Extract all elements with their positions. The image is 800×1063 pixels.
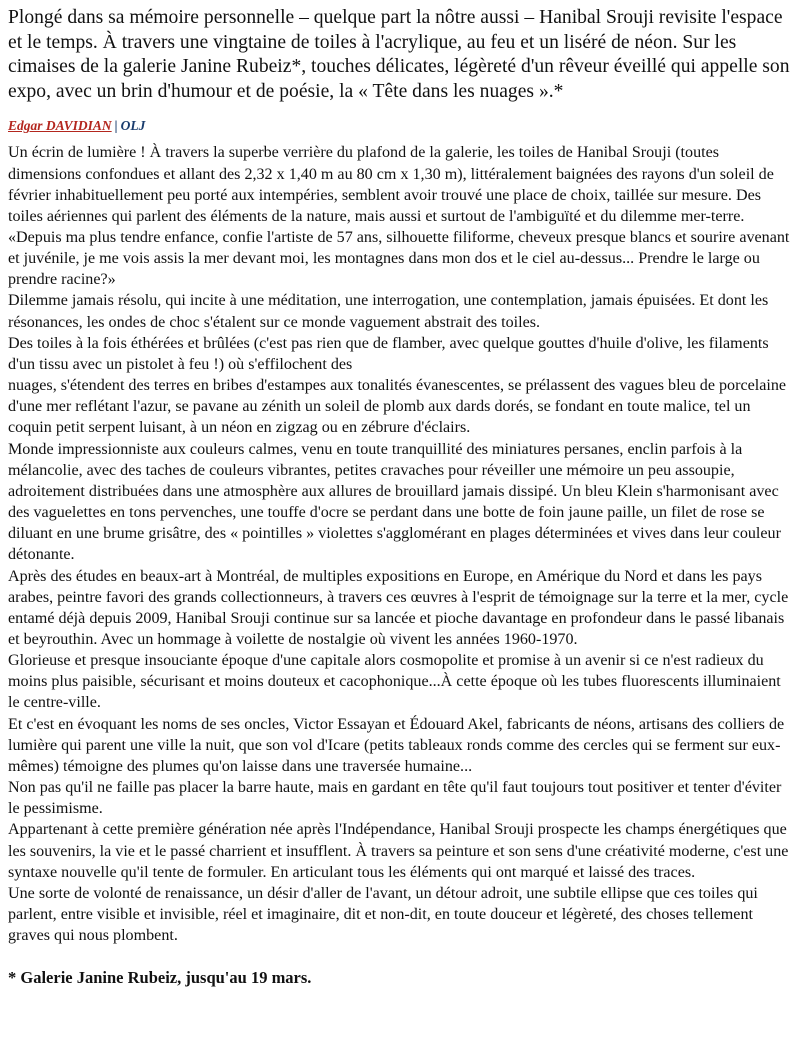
paragraph: nuages, s'étendent des terres en bribes d'estampes aux tonalités évanescentes, se prélassent des vagues bleu de porcelaine d'une mer reflétant l'azur, se pavane au zénith un soleil de plomb aux dards dorés, se fondant en toute malice, tel un coquin petit serpent luisant, à un néon en zigzag ou en zébrure d'éclairs. xyxy=(8,377,787,437)
exhibition-footnote: * Galerie Janine Rubeiz, jusqu'au 19 mars. xyxy=(8,968,312,988)
paragraph: Monde impressionniste aux couleurs calmes, venu en toute tranquillité des miniatures persanes, enclin parfois à la mélancolie, avec des taches de couleurs vibrantes, petites cravaches pour réveiller une mémoire un peu assoupie, adroitement distribuées dans une atmosphère aux allures de brouillard jamais dissipé. Un bleu Klein s'harmonisant avec des vaguelettes en tons pervenches, une touffe d'ocre se perdant dans une botte de foin jaune paille, un filet de rose se diluant en une brume grisâtre, des « pointilles » violettes s'agglomérant en plages déterminées et vives dans leur couleur détonante. xyxy=(8,440,781,564)
paragraph: Une sorte de volonté de renaissance, un désir d'aller de l'avant, un détour adroit, une subtile ellipse que ces toiles qui parlent, entre visible et invisible, réel et imaginaire, dit et non-dit, en toute douceur et légèreté, des choses tellement graves qui nous plombent. xyxy=(8,884,758,945)
paragraph: Glorieuse et presque insouciante époque d'une capitale alors cosmopolite et promise à un avenir si ce n'est radieux du moins plus paisible, sécurisant et moins douteux et cacophonique...À cette époque où les tubes fluorescents illuminaient le centre-ville. xyxy=(8,652,781,712)
paragraph: Après des études en beaux-art à Montréal, de multiples expositions en Europe, en Amérique du Nord et dans les pays arabes, peintre favori des grands collectionneurs, à travers ces œuvres à l'esprit de témoignage sur la terre et la mer, cycle entamé déjà depuis 2009, Hanibal Srouji continue sur sa lancée et pioche davantage en profondeur dans le passé libanais et beyrouthin. Avec un hommage à voilette de nostalgie où vivent les années 1960-1970. xyxy=(8,567,789,648)
article-lead: Plongé dans sa mémoire personnelle – quelque part la nôtre aussi – Hanibal Srouji revisite l'espace et le temps. À travers une vingtaine de toiles à l'acrylique, au feu et un liséré de néon. Sur les cimaises de la galerie Janine Rubeiz*, touches délicates, légèreté d'un rêveur éveillé qui appelle son expo, avec un brin d'humour et de poésie, la « Tête dans les nuages ».* xyxy=(8,7,790,102)
author-link[interactable]: Edgar DAVIDIAN xyxy=(8,118,112,134)
article xyxy=(8,6,792,988)
paragraph: Un écrin de lumière ! À travers la superbe verrière du plafond de la galerie, les toiles de Hanibal Srouji (toutes dimensions confondues et allant des 2,32 x 1,40 m au 80 cm x 1,30 m), littéralement baignées des rayons d'un soleil de février inhabituellement peu porté aux intempéries, semblent avoir trouvé une place de choix, taillée sur mesure. Des toiles aériennes qui parlent des éléments de la nature, mais aussi et surtout de l'ambiguïté et du dilemme mer-terre. xyxy=(8,144,774,225)
article-body xyxy=(8,142,792,946)
byline xyxy=(8,117,792,135)
byline-separator: | xyxy=(114,118,118,134)
paragraph: Appartenant à cette première génération née après l'Indépendance, Hanibal Srouji prospecte les champs énergétiques que les souvenirs, la vie et le passé charrient et insufflent. À travers sa peinture et son sens d'une créativité moderne, c'est une syntaxe nouvelle qu'il tente de formuler. En articulant tous les éléments qui ont marqué et laissé des traces. xyxy=(8,821,789,881)
paragraph: Des toiles à la fois éthérées et brûlées (c'est pas rien que de flamber, avec quelque gouttes d'huile d'olive, les filaments d'un tissu avec un pistolet à feu !) où s'effilochent des xyxy=(8,334,769,373)
paragraph: «Depuis ma plus tendre enfance, confie l'artiste de 57 ans, silhouette filiforme, cheveux presque blancs et sourire avenant et juvénile, je me vois assis la mer devant moi, les montagnes dans mon dos et le ciel au-dessus... Prendre le large ou prendre racine?» xyxy=(8,229,790,289)
paragraph: Dilemme jamais résolu, qui incite à une méditation, une interrogation, une contemplation, jamais épuisées. Et dont les résonances, les ondes de choc s'étalent sur ce monde vaguement abstrait des toiles. xyxy=(8,292,769,331)
paragraph: Et c'est en évoquant les noms de ses oncles, Victor Essayan et Édouard Akel, fabricants de néons, artisans des colliers de lumière qui parent une ville la nuit, que son vol d'Icare (petits tableaux ronds comme des cercles qui se ferment sur eux-mêmes) témoigne des plumes qu'on laisse dans une traversée humaine... xyxy=(8,715,785,775)
paragraph: Non pas qu'il ne faille pas placer la barre haute, mais en gardant en tête qu'il faut toujours tout positiver et tenter d'éviter le pessimisme. xyxy=(8,779,782,818)
outlet-name: OLJ xyxy=(120,118,146,134)
